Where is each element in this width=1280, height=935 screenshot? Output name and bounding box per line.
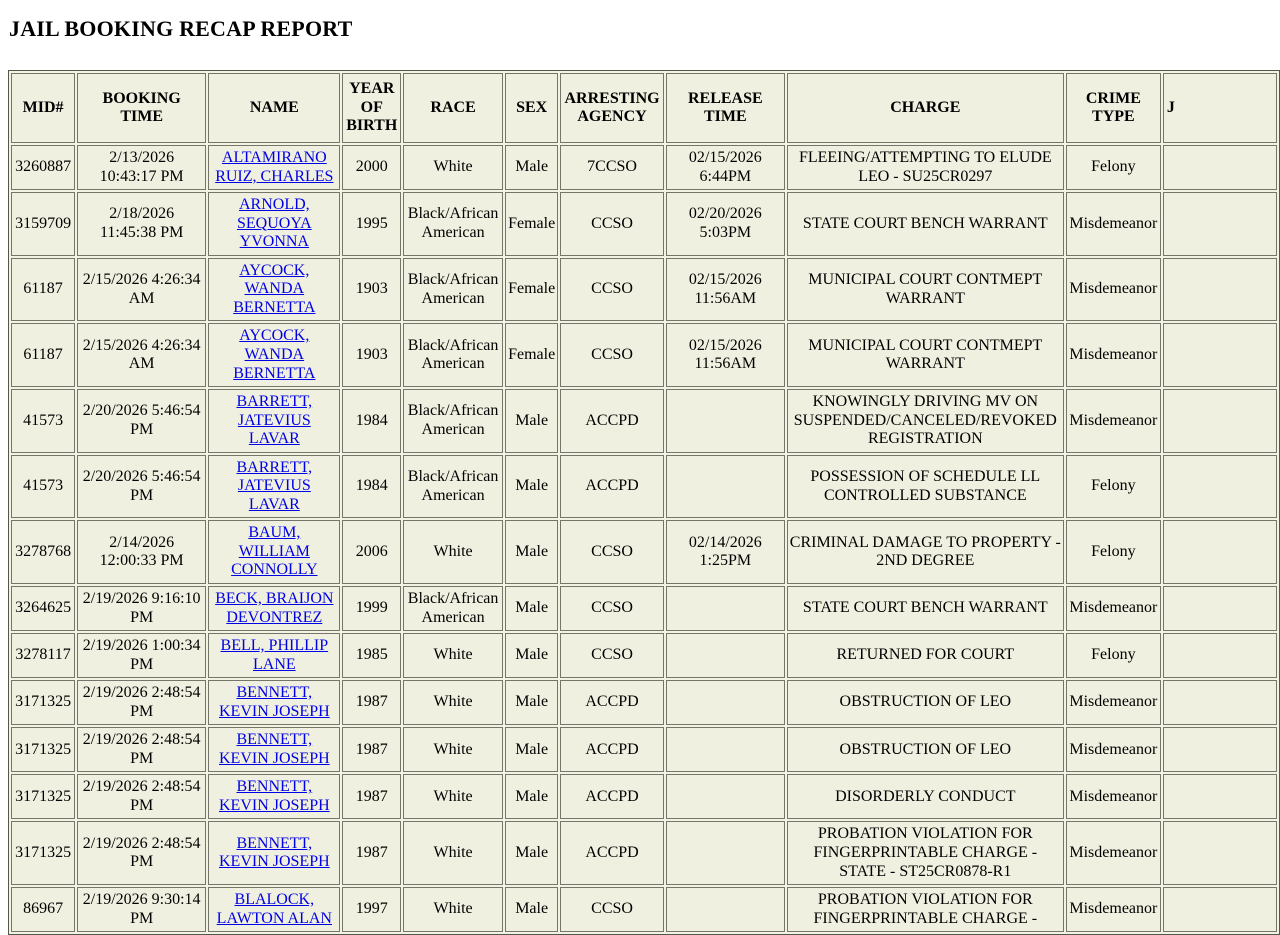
cell-sex: Male xyxy=(505,887,558,932)
cell-crime_type: Felony xyxy=(1066,455,1161,519)
table-row xyxy=(11,633,1277,678)
column-header-yob: YEAR OF BIRTH xyxy=(342,73,401,143)
cell-yob: 2000 xyxy=(342,145,401,190)
cell-agency: CCSO xyxy=(560,887,664,932)
cell-yob: 1987 xyxy=(342,680,401,725)
cell-mid: 3260887 xyxy=(11,145,75,190)
inmate-name-link[interactable]: BAUM, WILLIAM CONNOLLY xyxy=(231,524,318,579)
cell-charge: MUNICIPAL COURT CONTMEPT WARRANT xyxy=(787,258,1064,322)
inmate-name-link[interactable]: BELL, PHILLIP LANE xyxy=(220,637,329,673)
inmate-name-link[interactable]: BENNETT, KEVIN JOSEPH xyxy=(218,684,330,720)
cell-release_time xyxy=(666,821,785,885)
cell-crime_type: Misdemeanor xyxy=(1066,389,1161,453)
cell-charge: POSSESSION OF SCHEDULE LL CONTROLLED SUBSTANCE xyxy=(787,455,1064,519)
cell-agency: CCSO xyxy=(560,323,664,387)
inmate-name-link[interactable]: BENNETT, KEVIN JOSEPH xyxy=(218,834,330,871)
cell-name xyxy=(208,323,340,387)
cell-race: White xyxy=(403,145,503,190)
cell-agency: CCSO xyxy=(560,633,664,678)
cell-sex: Male xyxy=(505,586,558,631)
cell-agency: CCSO xyxy=(560,258,664,322)
cell-release_time xyxy=(666,774,785,819)
cell-sex: Male xyxy=(505,145,558,190)
cell-charge: MUNICIPAL COURT CONTMEPT WARRANT xyxy=(787,323,1064,387)
cell-release_time: 02/20/2026 5:03PM xyxy=(666,192,785,256)
cell-agency: ACCPD xyxy=(560,680,664,725)
cell-name xyxy=(208,192,340,256)
table-row xyxy=(11,258,1277,322)
cell-release_time xyxy=(666,586,785,631)
inmate-name-link[interactable]: BENNETT, KEVIN JOSEPH xyxy=(218,731,330,767)
cell-yob: 1984 xyxy=(342,389,401,453)
cell-booking_time: 2/19/2026 2:48:54 PM xyxy=(77,821,206,885)
column-header-booking_time: BOOKING TIME xyxy=(77,73,206,143)
cell-race: White xyxy=(403,680,503,725)
cell-sex: Male xyxy=(505,774,558,819)
cell-charge: FLEEING/ATTEMPTING TO ELUDE LEO - SU25CR0297 xyxy=(787,145,1064,190)
column-header-crime_type: CRIME TYPE xyxy=(1066,73,1161,143)
cell-mid: 3159709 xyxy=(11,192,75,256)
table-row xyxy=(11,887,1277,932)
cell-jail xyxy=(1163,586,1277,631)
cell-release_time xyxy=(666,680,785,725)
cell-race: White xyxy=(403,727,503,772)
cell-sex: Female xyxy=(505,192,558,256)
booking-table xyxy=(8,70,1280,935)
cell-race: Black/African American xyxy=(403,586,503,631)
table-row xyxy=(11,821,1277,885)
cell-crime_type: Misdemeanor xyxy=(1066,192,1161,256)
cell-jail xyxy=(1163,455,1277,519)
cell-race: Black/African American xyxy=(403,192,503,256)
inmate-name-link[interactable]: BARRETT, JATEVIUS LAVAR xyxy=(236,393,313,448)
cell-booking_time: 2/19/2026 2:48:54 PM xyxy=(77,774,206,819)
column-header-race: RACE xyxy=(403,73,503,143)
cell-charge: STATE COURT BENCH WARRANT xyxy=(787,192,1064,256)
cell-release_time xyxy=(666,887,785,932)
cell-name xyxy=(208,455,340,519)
cell-agency: ACCPD xyxy=(560,821,664,885)
cell-booking_time: 2/15/2026 4:26:34 AM xyxy=(77,323,206,387)
inmate-name-link[interactable]: ARNOLD, SEQUOYA YVONNA xyxy=(236,196,312,251)
cell-crime_type: Felony xyxy=(1066,520,1161,584)
cell-mid: 3171325 xyxy=(11,821,75,885)
cell-booking_time: 2/20/2026 5:46:54 PM xyxy=(77,455,206,519)
cell-sex: Male xyxy=(505,389,558,453)
cell-charge: KNOWINGLY DRIVING MV ON SUSPENDED/CANCELED/REVOKED REGISTRATION xyxy=(787,389,1064,453)
cell-name xyxy=(208,520,340,584)
inmate-name-link[interactable]: BENNETT, KEVIN JOSEPH xyxy=(218,778,330,814)
cell-name xyxy=(208,586,340,631)
table-row xyxy=(11,455,1277,519)
cell-crime_type: Misdemeanor xyxy=(1066,258,1161,322)
cell-mid: 3278768 xyxy=(11,520,75,584)
cell-jail xyxy=(1163,887,1277,932)
inmate-name-link[interactable]: AYCOCK, WANDA BERNETTA xyxy=(233,327,316,382)
cell-race: White xyxy=(403,633,503,678)
cell-charge: OBSTRUCTION OF LEO xyxy=(787,680,1064,725)
cell-booking_time: 2/14/2026 12:00:33 PM xyxy=(77,520,206,584)
cell-name xyxy=(208,774,340,819)
cell-name xyxy=(208,680,340,725)
cell-mid: 86967 xyxy=(11,887,75,932)
table-row xyxy=(11,727,1277,772)
cell-booking_time: 2/20/2026 5:46:54 PM xyxy=(77,389,206,453)
cell-sex: Female xyxy=(505,258,558,322)
table-row xyxy=(11,680,1277,725)
cell-race: White xyxy=(403,520,503,584)
column-header-sex: SEX xyxy=(505,73,558,143)
cell-name xyxy=(208,821,340,885)
cell-race: White xyxy=(403,821,503,885)
cell-race: Black/African American xyxy=(403,323,503,387)
cell-charge: RETURNED FOR COURT xyxy=(787,633,1064,678)
cell-charge: DISORDERLY CONDUCT xyxy=(787,774,1064,819)
cell-name xyxy=(208,633,340,678)
cell-booking_time: 2/15/2026 4:26:34 AM xyxy=(77,258,206,322)
cell-race: White xyxy=(403,887,503,932)
column-header-release_time: RELEASE TIME xyxy=(666,73,785,143)
cell-release_time: 02/15/2026 6:44PM xyxy=(666,145,785,190)
inmate-name-link[interactable]: BECK, BRAIJON DEVONTREZ xyxy=(215,589,334,626)
cell-agency: ACCPD xyxy=(560,455,664,519)
cell-jail xyxy=(1163,389,1277,453)
cell-agency: ACCPD xyxy=(560,774,664,819)
cell-booking_time: 2/19/2026 9:30:14 PM xyxy=(77,887,206,932)
cell-race: Black/African American xyxy=(403,258,503,322)
booking-rows xyxy=(11,145,1277,932)
cell-booking_time: 2/19/2026 2:48:54 PM xyxy=(77,680,206,725)
cell-mid: 61187 xyxy=(11,323,75,387)
column-header-name: NAME xyxy=(208,73,340,143)
column-header-jail: J xyxy=(1163,73,1277,143)
cell-race: Black/African American xyxy=(403,389,503,453)
cell-yob: 2006 xyxy=(342,520,401,584)
cell-name xyxy=(208,887,340,932)
cell-crime_type: Misdemeanor xyxy=(1066,887,1161,932)
cell-mid: 3171325 xyxy=(11,774,75,819)
cell-crime_type: Misdemeanor xyxy=(1066,821,1161,885)
cell-crime_type: Felony xyxy=(1066,633,1161,678)
cell-sex: Female xyxy=(505,323,558,387)
cell-release_time: 02/14/2026 1:25PM xyxy=(666,520,785,584)
table-row xyxy=(11,192,1277,256)
cell-charge: CRIMINAL DAMAGE TO PROPERTY - 2ND DEGREE xyxy=(787,520,1064,584)
cell-jail xyxy=(1163,258,1277,322)
cell-crime_type: Misdemeanor xyxy=(1066,680,1161,725)
cell-crime_type: Misdemeanor xyxy=(1066,727,1161,772)
cell-booking_time: 2/13/2026 10:43:17 PM xyxy=(77,145,206,190)
cell-jail xyxy=(1163,520,1277,584)
cell-charge: STATE COURT BENCH WARRANT xyxy=(787,586,1064,631)
cell-jail xyxy=(1163,192,1277,256)
cell-release_time xyxy=(666,633,785,678)
cell-charge: PROBATION VIOLATION FOR FINGERPRINTABLE CHARGE - STATE - ST25CR0878-R1 xyxy=(787,821,1064,885)
cell-jail xyxy=(1163,774,1277,819)
cell-agency: ACCPD xyxy=(560,727,664,772)
table-row xyxy=(11,389,1277,453)
header-row xyxy=(11,73,1277,143)
inmate-name-link[interactable]: ALTAMIRANO RUIZ, CHARLES xyxy=(215,149,334,185)
cell-jail xyxy=(1163,821,1277,885)
cell-yob: 1987 xyxy=(342,774,401,819)
cell-yob: 1997 xyxy=(342,887,401,932)
cell-mid: 3171325 xyxy=(11,727,75,772)
page-title: JAIL BOOKING RECAP REPORT xyxy=(9,16,353,41)
cell-name xyxy=(208,258,340,322)
cell-agency: ACCPD xyxy=(560,389,664,453)
cell-agency: CCSO xyxy=(560,586,664,631)
cell-mid: 3171325 xyxy=(11,680,75,725)
table-row xyxy=(11,323,1277,387)
cell-jail xyxy=(1163,727,1277,772)
inmate-name-link[interactable]: AYCOCK, WANDA BERNETTA xyxy=(233,261,316,316)
cell-mid: 3278117 xyxy=(11,633,75,678)
inmate-name-link[interactable]: BARRETT, JATEVIUS LAVAR xyxy=(236,458,313,513)
cell-mid: 61187 xyxy=(11,258,75,322)
cell-mid: 41573 xyxy=(11,389,75,453)
cell-sex: Male xyxy=(505,633,558,678)
column-header-agency: ARRESTING AGENCY xyxy=(560,73,664,143)
table-row xyxy=(11,520,1277,584)
cell-name xyxy=(208,727,340,772)
cell-race: Black/African American xyxy=(403,455,503,519)
cell-agency: CCSO xyxy=(560,520,664,584)
cell-jail xyxy=(1163,145,1277,190)
table-row xyxy=(11,586,1277,631)
cell-yob: 1987 xyxy=(342,727,401,772)
cell-agency: 7CCSO xyxy=(560,145,664,190)
cell-release_time xyxy=(666,455,785,519)
cell-sex: Male xyxy=(505,727,558,772)
cell-jail xyxy=(1163,633,1277,678)
cell-sex: Male xyxy=(505,821,558,885)
cell-yob: 1999 xyxy=(342,586,401,631)
cell-jail xyxy=(1163,680,1277,725)
inmate-name-link[interactable]: BLALOCK, LAWTON ALAN xyxy=(216,891,332,927)
cell-release_time: 02/15/2026 11:56AM xyxy=(666,258,785,322)
cell-release_time xyxy=(666,389,785,453)
cell-crime_type: Felony xyxy=(1066,145,1161,190)
column-header-charge: CHARGE xyxy=(787,73,1064,143)
cell-charge: OBSTRUCTION OF LEO xyxy=(787,727,1064,772)
table-row xyxy=(11,774,1277,819)
cell-yob: 1995 xyxy=(342,192,401,256)
cell-yob: 1984 xyxy=(342,455,401,519)
cell-name xyxy=(208,389,340,453)
cell-race: White xyxy=(403,774,503,819)
cell-booking_time: 2/19/2026 2:48:54 PM xyxy=(77,727,206,772)
cell-mid: 41573 xyxy=(11,455,75,519)
cell-yob: 1987 xyxy=(342,821,401,885)
cell-mid: 3264625 xyxy=(11,586,75,631)
cell-booking_time: 2/18/2026 11:45:38 PM xyxy=(77,192,206,256)
cell-yob: 1985 xyxy=(342,633,401,678)
cell-crime_type: Misdemeanor xyxy=(1066,774,1161,819)
cell-yob: 1903 xyxy=(342,258,401,322)
cell-booking_time: 2/19/2026 9:16:10 PM xyxy=(77,586,206,631)
cell-release_time xyxy=(666,727,785,772)
cell-crime_type: Misdemeanor xyxy=(1066,586,1161,631)
cell-yob: 1903 xyxy=(342,323,401,387)
cell-name xyxy=(208,145,340,190)
cell-sex: Male xyxy=(505,680,558,725)
cell-booking_time: 2/19/2026 1:00:34 PM xyxy=(77,633,206,678)
column-header-mid: MID# xyxy=(11,73,75,143)
cell-jail xyxy=(1163,323,1277,387)
cell-sex: Male xyxy=(505,455,558,519)
cell-crime_type: Misdemeanor xyxy=(1066,323,1161,387)
cell-agency: CCSO xyxy=(560,192,664,256)
cell-sex: Male xyxy=(505,520,558,584)
cell-charge: PROBATION VIOLATION FOR FINGERPRINTABLE CHARGE - xyxy=(787,887,1064,932)
cell-release_time: 02/15/2026 11:56AM xyxy=(666,323,785,387)
table-row xyxy=(11,145,1277,190)
